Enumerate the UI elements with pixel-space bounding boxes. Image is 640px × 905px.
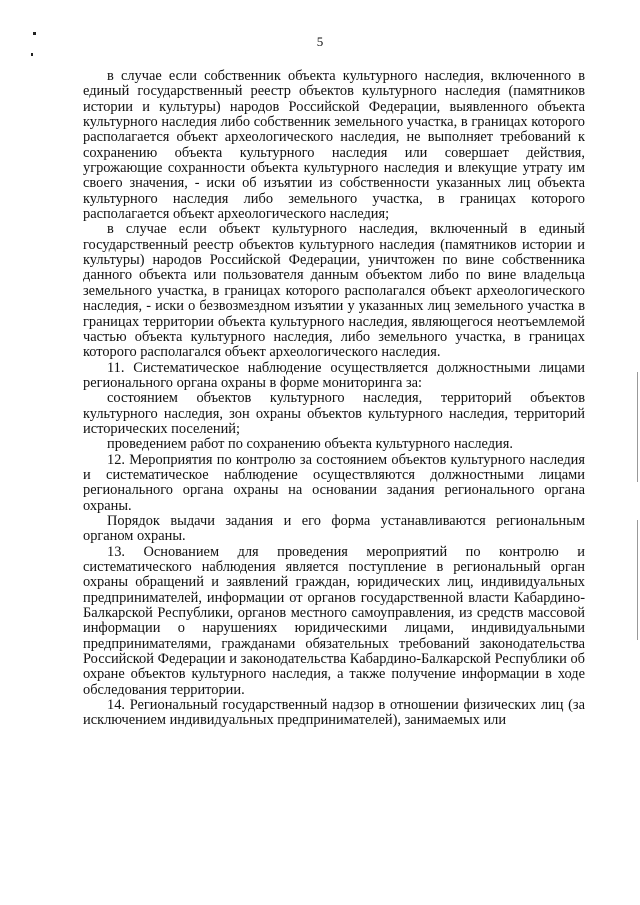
scan-edge-mark — [637, 372, 638, 482]
paragraph: 11. Систематическое наблюдение осуществляется должностными лицами регионального органа охраны в форме мониторинга за: — [83, 359, 585, 391]
paragraph: 13. Основанием для проведения мероприятий по контролю и систематического наблюдения является поступление в региональный орган охраны обращений и заявлений граждан, юридических лиц, индивидуальных предпринимателей, информации от органов государственной власти Кабардино-Балкарской Республики, органов местного самоуправления, из средств массовой информации о нарушениях юридическими лицами, индивидуальными предпринимателями, гражданами обязательных требований законодательства Российской Федерации и законодательства Кабардино-Балкарской Республики об охране объектов культурного наследия, а также получение информации в ходе обследования территории. — [83, 543, 585, 698]
document-body — [83, 69, 585, 729]
scan-edge-mark — [637, 520, 638, 640]
paragraph: Порядок выдачи задания и его форма устанавливаются региональным органом охраны. — [83, 512, 585, 545]
paragraph: в случае если собственник объекта культурного наследия, включенного в единый государственный реестр объектов культурного наследия (памятников истории и культуры) народов Российской Федерации, выявленного объекта культурного наследия либо собственник земельного участка, в границах которого располагается объект археологического наследия, не выполняет требований к сохранению объекта культурного наследия или совершает действия, угрожающие сохранности объекта культурного наследия и влекущие утрату им своего значения, - иски об изъятии из собственности указанных лиц объекта культурного наследия либо земельного участка, в границах которого располагается объект археологического наследия; — [83, 68, 585, 223]
page-number: 5 — [316, 34, 324, 49]
scan-speck — [31, 53, 33, 56]
paragraph: 14. Региональный государственный надзор в отношении физических лиц (за исключением индивидуальных предпринимателей), занимаемых или — [83, 697, 585, 729]
paragraph: проведением работ по сохранению объекта культурного наследия. — [107, 436, 513, 453]
paragraph: 12. Мероприятия по контролю за состоянием объектов культурного наследия и систематическое наблюдение осуществляются должностными лицами регионального органа охраны на основании задания регионального органа охраны. — [83, 451, 585, 514]
scan-speck — [33, 32, 36, 35]
paragraph: состоянием объектов культурного наследия, территорий объектов культурного наследия, зон охраны объектов культурного наследия, территорий исторических поселений; — [83, 390, 585, 437]
paragraph: в случае если объект культурного наследия, включенный в единый государственный реестр объектов культурного наследия (памятников истории и культуры) народов Российской Федерации, уничтожен по вине собственника данного объекта или пользователя данным объектом либо по вине владельца земельного участка, в границах которого располагался объект археологического наследия, - иски о безвозмездном изъятии у указанных лиц земельного участка в границах территории объекта культурного наследия, являющегося неотъемлемой частью объекта культурного наследия, либо земельного участка, в границах которого располагался объект археологического наследия. — [83, 221, 585, 361]
